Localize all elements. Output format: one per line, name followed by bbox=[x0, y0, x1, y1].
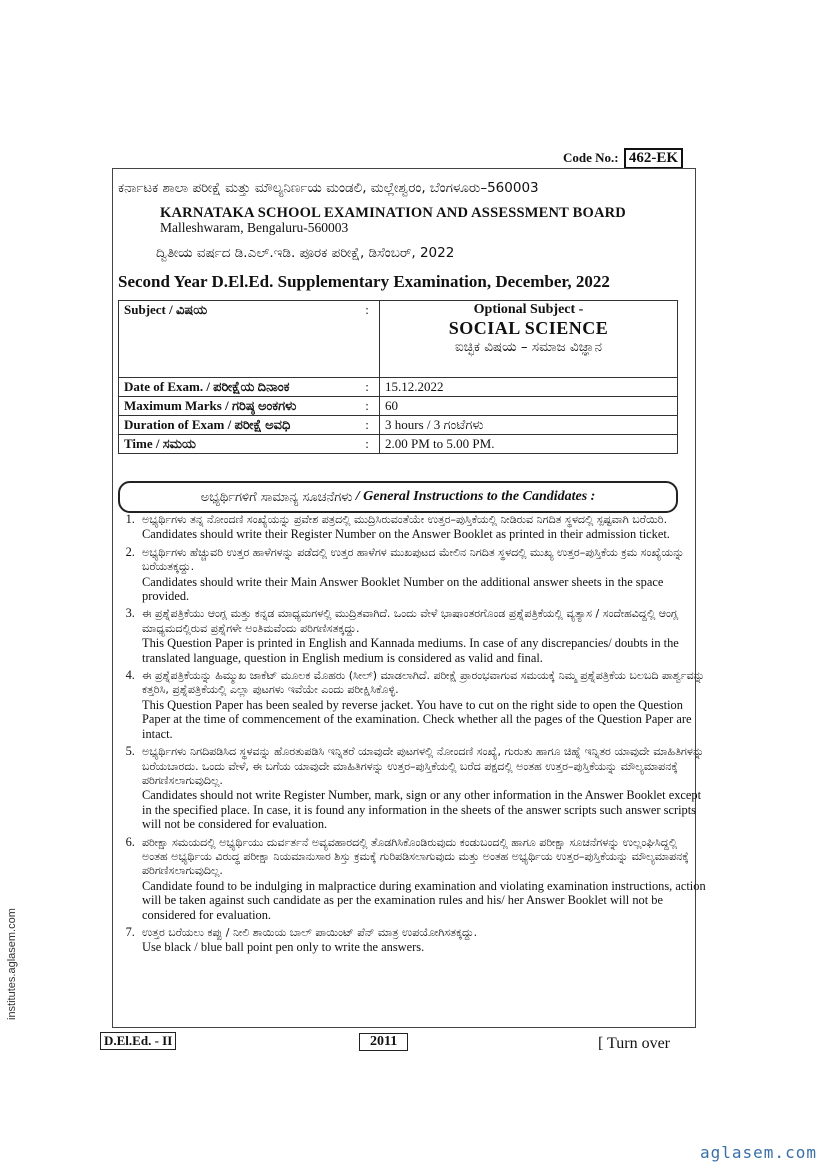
list-item bbox=[138, 925, 706, 955]
instructions-heading-kannada: ಅಭ್ಯರ್ಥಿಗಳಿಗೆ ಸಾಮಾನ್ಯ ಸೂಚನೆಗಳು bbox=[200, 489, 353, 505]
instruction-english: Candidates should write their Register Number on the Answer Booklet as printed in their admission ticket. bbox=[142, 527, 670, 542]
side-watermark: institutes.aglasem.com bbox=[6, 908, 18, 1020]
subject-value bbox=[380, 301, 678, 378]
instructions-list bbox=[110, 512, 706, 958]
colon: : bbox=[355, 378, 380, 397]
code-label: Code No.: bbox=[563, 150, 619, 165]
list-item bbox=[138, 545, 706, 604]
duration-row bbox=[119, 416, 678, 435]
subject-label: Subject / ವಿಷಯ bbox=[119, 301, 356, 378]
colon: : bbox=[355, 435, 380, 454]
list-item bbox=[138, 512, 706, 542]
instruction-kannada: 5. ಅಭ್ಯರ್ಥಿಗಳು ನಿಗದಿಪಡಿಸಿದ ಸ್ಥಳವನ್ನು ಹೊರತುಪಡಿಸಿ ಇನ್ನಿತರೆ ಯಾವುದೇ ಪುಟಗಳಲ್ಲಿ ನೋಂದಣಿ ಸಂಖ್ಯೆ, ಗುರುತು ಹಾಗೂ ಚಿಹ್ನೆ ಇನ್ನಿತರ ಯಾವುದೇ ಮಾಹಿತಿಗಳನ್ನು ಬರೆಯಬಾರದು. ಒಂದು ವೇಳೆ, ಈ ಬಗೆಯ ಯಾವುದೇ ಮಾಹಿತಿಗಳನ್ನು ಉತ್ತರ–ಪುಸ್ತಿಕೆಯಲ್ಲಿ ಬರೆದ ಪಕ್ಷದಲ್ಲಿ ಅಂತಹ ಉತ್ತರ–ಪುಸ್ತಿಕೆಯನ್ನು ಮೌಲ್ಯಮಾಪನಕ್ಕೆ ಪರಿಗಣಿಸಲಾಗುವುದಿಲ್ಲ. bbox=[142, 745, 704, 787]
subject-name: SOCIAL SCIENCE bbox=[448, 318, 609, 338]
subject-optional: Optional Subject - bbox=[473, 302, 584, 317]
turn-over-label: [ Turn over bbox=[598, 1035, 671, 1052]
paper-number: 2011 bbox=[359, 1033, 408, 1051]
list-item bbox=[138, 835, 706, 922]
instruction-english: This Question Paper has been sealed by reverse jacket. You have to cut on the right side to open the Question Paper at the time of commencement of the examination. Check whether all the pages of the Question Paper are intact. bbox=[142, 697, 692, 741]
date-row bbox=[119, 378, 678, 397]
exam-info-table bbox=[118, 300, 678, 454]
instruction-english: Candidate found to be indulging in malpractice during examination and violating examination instructions, action will be taken against such candidate as per the examination rules and his/ her Answer Booklet will not be considered for evaluation. bbox=[142, 878, 706, 922]
exam-title-kannada: ದ್ವಿತೀಯ ವರ್ಷದ ಡಿ.ಎಲ್.ಇಡಿ. ಪೂರಕ ಪರೀಕ್ಷೆ, ಡಿಸೆಂಬರ್, 2022 bbox=[156, 245, 455, 261]
duration-value: 3 hours / 3 ಗಂಟೆಗಳು bbox=[380, 416, 678, 435]
watermark: aglasem.com bbox=[700, 1143, 817, 1162]
colon: : bbox=[355, 397, 380, 416]
marks-value: 60 bbox=[380, 397, 678, 416]
instruction-english: Use black / blue ball point pen only to write the answers. bbox=[142, 940, 425, 955]
instruction-kannada: 2. ಅಭ್ಯರ್ಥಿಗಳು ಹೆಚ್ಚುವರಿ ಉತ್ತರ ಹಾಳೆಗಳನ್ನು ಪಡೆದಲ್ಲಿ ಉತ್ತರ ಹಾಳೆಗಳ ಮುಖಪುಟದ ಮೇಲಿನ ನಿಗದಿತ ಸ್ಥಳದಲ್ಲಿ ಮುಖ್ಯ ಉತ್ತರ–ಪುಸ್ತಿಕೆಯ ಕ್ರಮ ಸಂಖ್ಯೆಯನ್ನು ಬರೆಯತಕ್ಕದ್ದು. bbox=[142, 545, 685, 574]
code-number bbox=[563, 148, 683, 169]
board-name-kannada: ಕರ್ನಾಟಕ ಶಾಲಾ ಪರೀಕ್ಷೆ ಮತ್ತು ಮೌಲ್ಯನಿರ್ಣಯ ಮಂಡಲಿ, ಮಲ್ಲೇಶ್ವರಂ, ಬೆಂಗಳೂರು–560003 bbox=[118, 180, 539, 196]
marks-row bbox=[119, 397, 678, 416]
instruction-english: This Question Paper is printed in English and Kannada mediums. In case of any discrepancies/ doubts in the translated language, question in English medium is considered as valid and final. bbox=[142, 636, 679, 665]
subject-row bbox=[119, 301, 678, 378]
board-name-english: KARNATAKA SCHOOL EXAMINATION AND ASSESSMENT BOARD bbox=[160, 205, 626, 221]
exam-title-english: Second Year D.El.Ed. Supplementary Examination, December, 2022 bbox=[118, 272, 610, 291]
instruction-kannada: 6. ಪರೀಕ್ಷಾ ಸಮಯದಲ್ಲಿ ಅಭ್ಯರ್ಥಿಯು ದುರ್ವರ್ತನೆ ಅವ್ಯವಹಾರದಲ್ಲಿ ತೊಡಗಿಸಿಕೊಂಡಿರುವುದು ಕಂಡುಬಂದಲ್ಲಿ ಹಾಗೂ ಪರೀಕ್ಷಾ ಸೂಚನೆಗಳನ್ನು ಉಲ್ಲಂಘಿಸಿದ್ದಲ್ಲಿ ಅಂತಹ ಅಭ್ಯರ್ಥಿಯ ವಿರುದ್ಧ ಪರೀಕ್ಷಾ ನಿಯಮಾನುಸಾರ ಶಿಸ್ತು ಕ್ರಮಕ್ಕೆ ಗುರಿಪಡಿಸಲಾಗುವುದು ಮತ್ತು ಅಂತಹ ಅಭ್ಯರ್ಥಿಯ ಉತ್ತರ–ಪುಸ್ತಿಕೆಯನ್ನು ಮೌಲ್ಯಮಾಪನಕ್ಕೆ ಪರಿಗಣಿಸಲಾಗುವುದಿಲ್ಲ. bbox=[142, 835, 689, 878]
date-label: Date of Exam. / ಪರೀಕ್ಷೆಯ ದಿನಾಂಕ bbox=[119, 378, 356, 397]
subject-name-kannada: ಐಚ್ಛಿಕ ವಿಷಯ – ಸಮಾಜ ವಿಜ್ಞಾನ bbox=[455, 339, 602, 355]
course-code: D.El.Ed. - II bbox=[100, 1032, 176, 1050]
time-value: 2.00 PM to 5.00 PM. bbox=[380, 435, 678, 454]
list-item bbox=[138, 668, 706, 741]
colon: : bbox=[355, 301, 380, 378]
instruction-kannada: 4. ಈ ಪ್ರಶ್ನೆಪತ್ರಿಕೆಯನ್ನು ಹಿಮ್ಮುಖ ಜಾಕೆಟ್ ಮೂಲಕ ಮೊಹರು (ಸೀಲ್) ಮಾಡಲಾಗಿದೆ. ಪರೀಕ್ಷೆ ಪ್ರಾರಂಭವಾಗುವ ಸಮಯಕ್ಕೆ ನಿಮ್ಮ ಪ್ರಶ್ನೆಪತ್ರಿಕೆಯ ಬಲಬದಿ ಪಾರ್ಶ್ವವನ್ನು ಕತ್ತರಿಸಿ, ಪ್ರಶ್ನೆಪತ್ರಿಕೆಯಲ್ಲಿ ಎಲ್ಲಾ ಪುಟಗಳು ಇವೆಯೇ ಎಂದು ಪರೀಕ್ಷಿಸಿಕೊಳ್ಳಿ. bbox=[142, 669, 705, 697]
instructions-heading bbox=[118, 481, 678, 513]
code-value: 462-EK bbox=[624, 148, 683, 169]
instruction-kannada: 3. ಈ ಪ್ರಶ್ನೆಪತ್ರಿಕೆಯು ಆಂಗ್ಲ ಮತ್ತು ಕನ್ನಡ ಮಾಧ್ಯಮಗಳಲ್ಲಿ ಮುದ್ರಿತವಾಗಿದೆ. ಒಂದು ವೇಳೆ ಭಾಷಾಂತರಗೊಂಡ ಪ್ರಶ್ನೆಪತ್ರಿಕೆಯಲ್ಲಿ ವ್ಯತ್ಯಾಸ / ಸಂದೇಹವಿದ್ದಲ್ಲಿ ಆಂಗ್ಲ ಮಾಧ್ಯಮದಲ್ಲಿರುವ ಪ್ರಶ್ನೆಗಳೇ ಅಂತಿಮವೆಂದು ಪರಿಗಣಿಸತಕ್ಕದ್ದು. bbox=[142, 607, 679, 635]
instructions-heading-english: / General Instructions to the Candidates : bbox=[355, 489, 596, 504]
instruction-english: Candidates should not write Register Number, mark, sign or any other information in the Answer Booklet except in the specified place. In case, it is found any information in the sheets of the answer scripts such answer scripts will not be considered for evaluation. bbox=[142, 788, 702, 832]
time-row bbox=[119, 435, 678, 454]
marks-label: Maximum Marks / ಗರಿಷ್ಠ ಅಂಕಗಳು bbox=[119, 397, 356, 416]
duration-label: Duration of Exam / ಪರೀಕ್ಷೆ ಅವಧಿ bbox=[119, 416, 356, 435]
instruction-kannada: 1. ಅಭ್ಯರ್ಥಿಗಳು ತನ್ನ ನೋಂದಣಿ ಸಂಖ್ಯೆಯನ್ನು ಪ್ರವೇಶ ಪತ್ರದಲ್ಲಿ ಮುದ್ರಿಸಿರುವಂತೆಯೇ ಉತ್ತರ–ಪುಸ್ತಿಕೆಯಲ್ಲಿ ನೀಡಿರುವ ನಿಗದಿತ ಸ್ಥಳದಲ್ಲಿ ಸ್ಪಷ್ಟವಾಗಿ ಬರೆಯಿರಿ. bbox=[142, 513, 668, 526]
list-item bbox=[138, 744, 706, 831]
board-address: Malleshwaram, Bengaluru-560003 bbox=[160, 220, 349, 235]
date-value: 15.12.2022 bbox=[380, 378, 678, 397]
instruction-english: Candidates should write their Main Answer Booklet Number on the additional answer sheets in the space provided. bbox=[142, 574, 664, 604]
instruction-kannada: 7. ಉತ್ತರ ಬರೆಯಲು ಕಪ್ಪು / ನೀಲಿ ಶಾಯಿಯ ಬಾಲ್ ಪಾಯಿಂಟ್ ಪೆನ್ ಮಾತ್ರ ಉಪಯೋಗಿಸತಕ್ಕದ್ದು. bbox=[142, 925, 478, 939]
colon: : bbox=[355, 416, 380, 435]
time-label: Time / ಸಮಯ bbox=[119, 435, 356, 454]
list-item bbox=[138, 606, 706, 665]
